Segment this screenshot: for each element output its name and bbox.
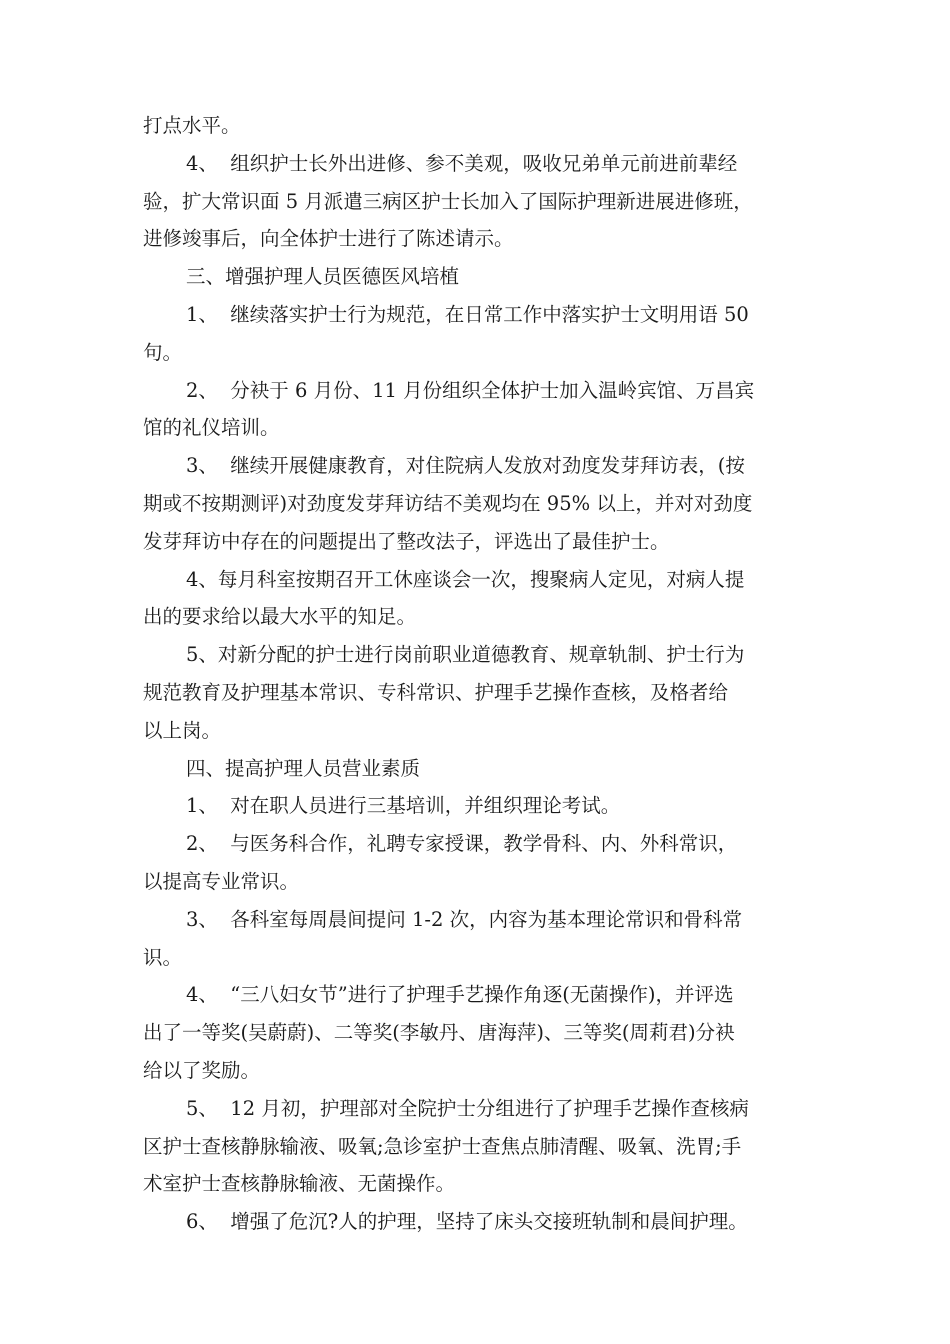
text-line: 4、每月科室按期召开工休座谈会一次，搜聚病人定见，对病人提 (186, 567, 745, 591)
text-line: 验，扩大常识面 5 月派遣三病区护士长加入了国际护理新进展进修班， (143, 189, 753, 213)
text-line: 2、 分袂于 6 月份、11 月份组织全体护士加入温岭宾馆、万昌宾 (186, 378, 755, 402)
text-line: 4、 组织护士长外出进修、参不美观，吸收兄弟单元前进前辈经 (186, 151, 738, 175)
text-line: 2、 与医务科合作，礼聘专家授课，教学骨科、内、外科常识， (186, 832, 738, 856)
paragraph (143, 976, 813, 1089)
text-line: 进修竣事后，向全体护士进行了陈述请示。 (143, 227, 514, 251)
text-line: 打点水平。 (143, 114, 241, 137)
text-line: 4、 “三八妇女节”进行了护理手艺操作角逐(无菌操作)，并评选 (186, 983, 734, 1007)
paragraph (143, 107, 813, 145)
text-line: 区护士查核静脉输液、吸氧;急诊室护士查焦点肺清醒、吸氧、洗胃;手 (143, 1134, 742, 1158)
paragraph (143, 825, 813, 901)
text-line: 馆的礼仪培训。 (143, 416, 280, 440)
text-line: 1、 对在职人员进行三基培训，并组织理论考试。 (186, 794, 621, 818)
paragraph (143, 372, 813, 448)
text-line: 5、 12 月初，护理部对全院护士分组进行了护理手艺操作查核病 (186, 1096, 749, 1120)
text-line: 四、提高护理人员营业素质 (186, 756, 421, 780)
text-line: 规范教育及护理基本常识、专科常识、护理手艺操作查核，及格者给 (143, 680, 729, 704)
paragraph (143, 561, 813, 637)
paragraph (143, 145, 813, 258)
text-line: 发芽拜访中存在的问题提出了整改法子，评选出了最佳护士。 (143, 529, 670, 553)
paragraph (143, 296, 813, 372)
text-line: 以上岗。 (143, 718, 222, 742)
text-line: 出了一等奖(吴蔚蔚)、二等奖(李敏丹、唐海萍)、三等奖(周莉君)分袂 (143, 1021, 735, 1045)
text-line: 5、对新分配的护士进行岗前职业道德教育、规章轨制、护士行为 (186, 643, 745, 667)
paragraph (143, 1090, 813, 1203)
paragraph (143, 901, 813, 977)
text-line: 期或不按期测评)对劲度发芽拜访结不美观均在 95% 以上，并对对劲度 (143, 491, 753, 515)
text-line: 出的要求给以最大水平的知足。 (143, 605, 417, 629)
text-line: 3、 继续开展健康教育，对住院病人发放对劲度发芽拜访表，(按 (186, 454, 745, 478)
document-body (143, 107, 813, 1241)
paragraph (143, 1203, 813, 1241)
text-line: 6、 增强了危沉?人的护理，坚持了床头交接班轨制和晨间护理。 (186, 1210, 748, 1234)
text-line: 3、 各科室每周晨间提问 1-2 次，内容为基本理论常识和骨科常 (186, 907, 743, 931)
text-line: 三、增强护理人员医德医风培植 (186, 265, 460, 289)
text-line: 以提高专业常识。 (143, 869, 300, 893)
text-line: 术室护士查核静脉输液、无菌操作。 (143, 1172, 456, 1196)
text-line: 句。 (143, 340, 183, 364)
text-line: 识。 (143, 945, 183, 969)
paragraph (143, 258, 813, 296)
paragraph (143, 636, 813, 749)
paragraph (143, 447, 813, 560)
paragraph (143, 750, 813, 788)
text-line: 给以了奖励。 (143, 1058, 261, 1082)
text-line: 1、 继续落实护士行为规范，在日常工作中落实护士文明用语 50 (186, 302, 749, 326)
paragraph (143, 787, 813, 825)
